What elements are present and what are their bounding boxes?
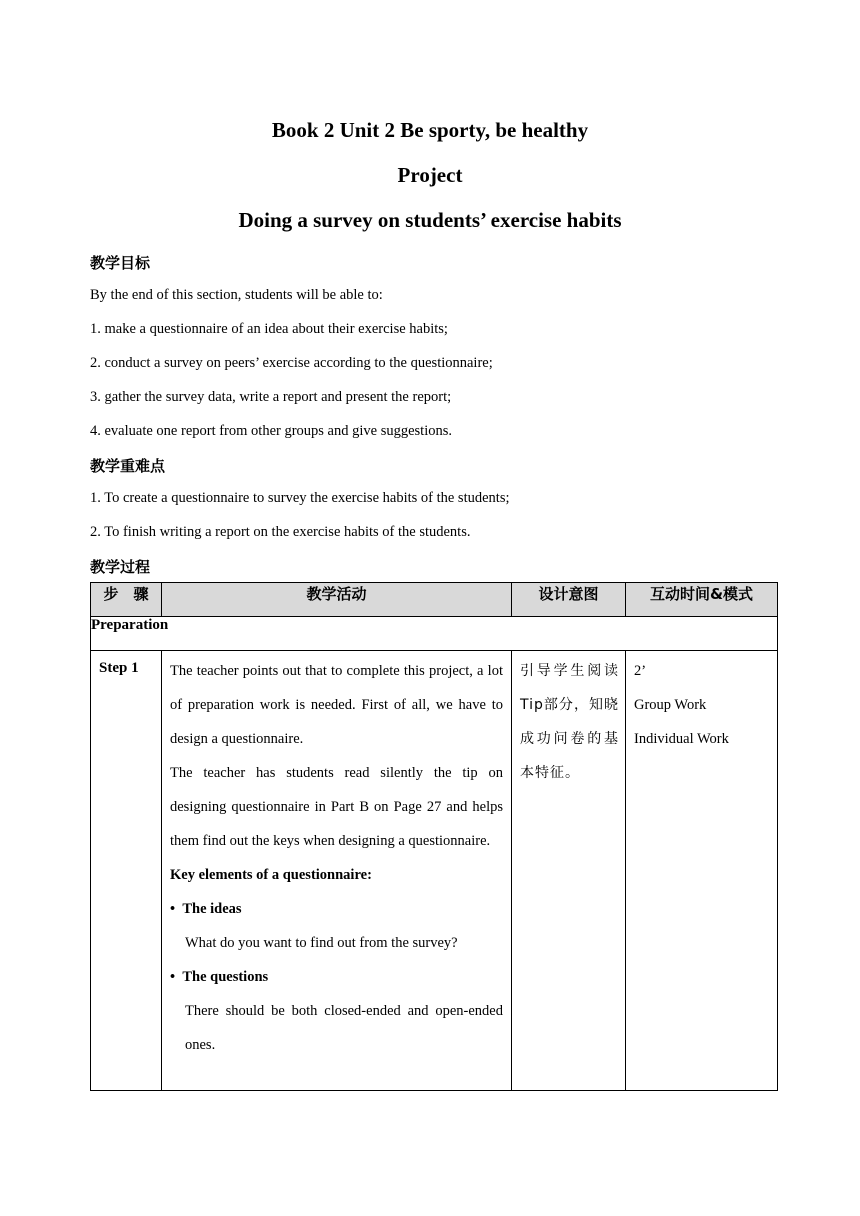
document-topic: Doing a survey on students’ exercise habits bbox=[238, 208, 622, 232]
table-row bbox=[91, 651, 778, 1091]
document-title: Book 2 Unit 2 Be sporty, be healthy bbox=[271, 118, 589, 142]
objective-item: 2. conduct a survey on peers’ exercise according to the questionnaire; bbox=[90, 355, 493, 371]
mode-item: Individual Work bbox=[634, 731, 729, 747]
bullet-icon: • bbox=[170, 901, 176, 917]
objective-item: 1. make a questionnaire of an idea about their exercise habits; bbox=[90, 321, 448, 337]
key-points-heading: 教学重难点 bbox=[90, 457, 166, 475]
header-activity: 教学活动 bbox=[162, 583, 512, 617]
objective-item: 4. evaluate one report from other groups and give suggestions. bbox=[90, 423, 453, 439]
objectives-heading: 教学目标 bbox=[90, 254, 151, 272]
bullet-text: What do you want to find out from the survey? bbox=[185, 935, 458, 951]
activity-paragraph: The teacher has students read silently the tip on designing questionnaire in Part B on Page 27 and helps them find out the keys when designing a questionnaire. bbox=[170, 765, 503, 849]
time-value: 2’ bbox=[634, 663, 647, 679]
step-label: Step 1 bbox=[91, 651, 162, 1091]
table-header-row bbox=[91, 583, 778, 617]
time-mode-cell bbox=[626, 651, 778, 1091]
bullet-title: The questions bbox=[182, 969, 269, 985]
key-point-item: 2. To finish writing a report on the exercise habits of the students. bbox=[90, 524, 471, 540]
document-subtitle: Project bbox=[397, 163, 463, 187]
lesson-table bbox=[90, 582, 778, 1091]
bullet-item bbox=[170, 892, 503, 926]
process-heading: 教学过程 bbox=[90, 558, 151, 576]
header-step: 步 骤 bbox=[91, 583, 162, 617]
section-row bbox=[91, 617, 778, 651]
activity-cell bbox=[162, 651, 512, 1091]
key-elements-heading: Key elements of a questionnaire: bbox=[170, 867, 372, 883]
header-time-mode: 互动时间&模式 bbox=[626, 583, 778, 617]
intent-cell: 引导学生阅读Tip部分，知晓成功问卷的基本特征。 bbox=[512, 651, 626, 1091]
bullet-title: The ideas bbox=[182, 901, 242, 917]
mode-item: Group Work bbox=[634, 697, 707, 713]
header-intent: 设计意图 bbox=[512, 583, 626, 617]
objectives-intro: By the end of this section, students will be able to: bbox=[90, 287, 383, 303]
key-point-item: 1. To create a questionnaire to survey the exercise habits of the students; bbox=[90, 490, 510, 506]
section-label: Preparation bbox=[91, 617, 778, 651]
objective-item: 3. gather the survey data, write a report and present the report; bbox=[90, 389, 452, 405]
bullet-icon: • bbox=[170, 969, 176, 985]
bullet-text: There should be both closed-ended and open-ended ones. bbox=[185, 1003, 503, 1053]
activity-paragraph: The teacher points out that to complete this project, a lot of preparation work is needed. First of all, we have to design a questionnaire. bbox=[170, 663, 503, 747]
bullet-item bbox=[170, 960, 503, 994]
